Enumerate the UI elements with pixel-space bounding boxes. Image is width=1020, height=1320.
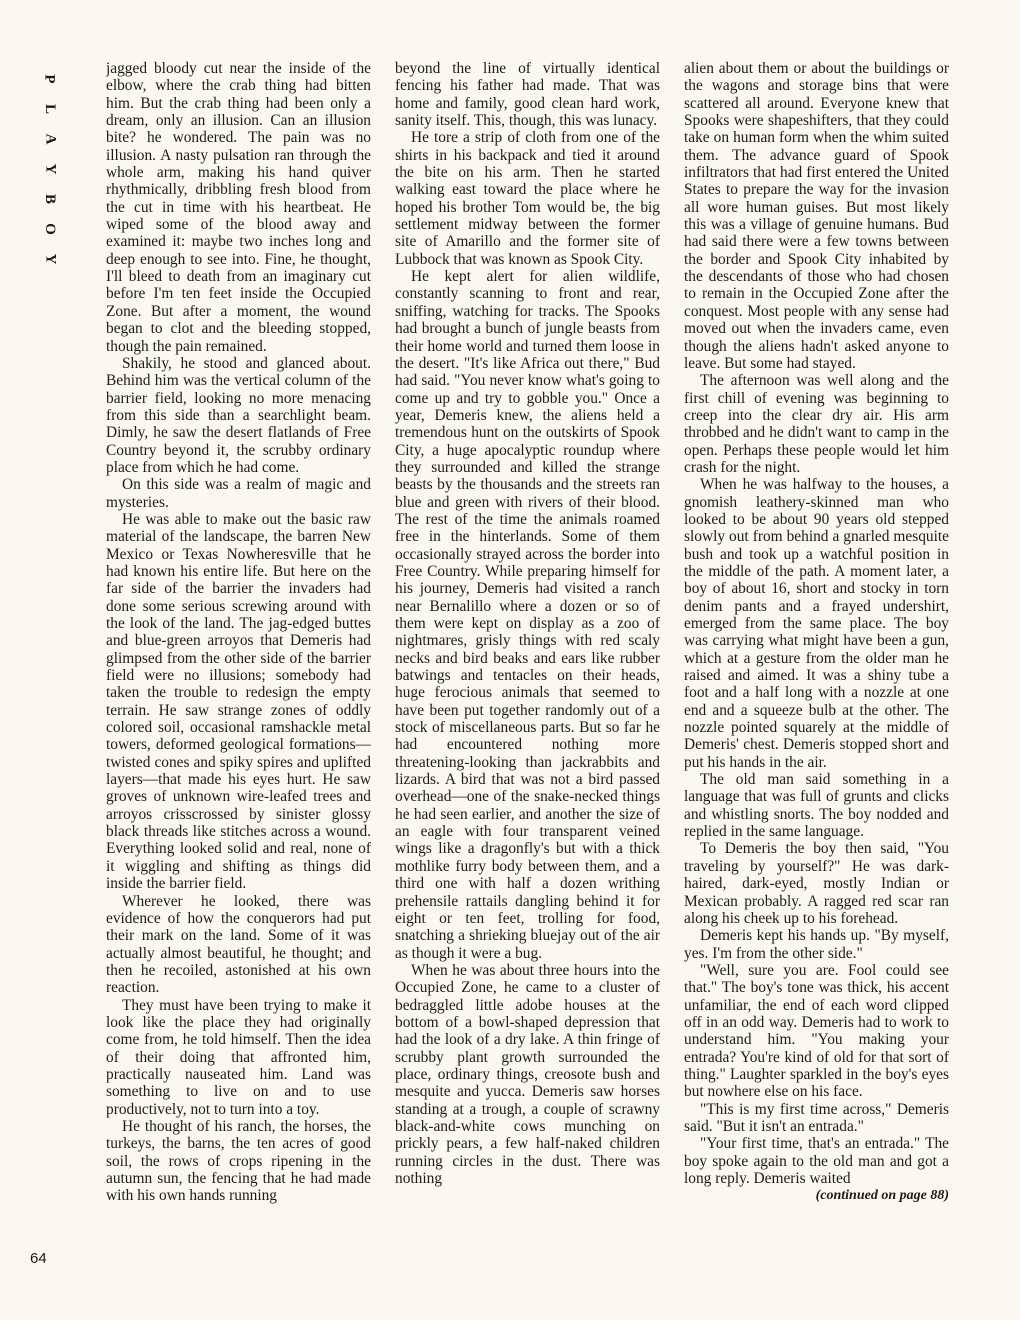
paragraph: jagged bloody cut near the inside of the elbow, where the crab thing had bitten him. But the crab thing had been only a dream, only an illusion. Can an illusion bite? he wondered. The pain was no illusion. A nasty pulsation ran through the whole arm, making his hand quiver rhythmically, dribbling fresh blood from the cut in time with his heartbeat. He wiped some of the blood away and examined it: maybe two inches long and deep enough to see into. Fine, he thought, I'll bleed to death from an imaginary cut before I'm ten feet inside the Occupied Zone. But after a moment, the wound began to clot and the bleeding stopped, though the pain remained.: [106, 60, 371, 355]
paragraph: "Your first time, that's an entrada." The boy spoke again to the old man and got a long reply. Demeris waited: [684, 1135, 949, 1187]
magazine-name-letter: Y: [42, 163, 58, 175]
page-number: 64: [30, 1250, 47, 1267]
paragraph: He kept alert for alien wildlife, constantly scanning to front and rear, sniffing, watching for tracks. The Spooks had brought a bunch of jungle beasts from their home world and turned them loose in the desert. "It's like Africa out there," Bud had said. "You never know what's going to come up and try to gobble you." Once a year, Demeris knew, the aliens held a tremendous hunt on the outskirts of Spook City, a huge apocalyptic roundup where they surrounded and killed the strange beasts by the thousands and the streets ran blue and green with rivers of their blood. The rest of the time the animals roamed free in the hinterlands. Some of them occasionally strayed across the border into Free Country. While preparing himself for his journey, Demeris had visited a ranch near Bernalillo where a dozen or so of them were kept on display as a zoo of nightmares, grisly things with red scaly necks and bird beaks and ears like rubber batwings and tentacles on their heads, huge ferocious animals that seemed to have been put together randomly out of a stock of miscellaneous parts. But so far he had encountered nothing more threatening-looking than jackrabbits and lizards. A bird that was not a bird passed overhead—one of the snake-necked things he had seen earlier, and another the size of an eagle with four transparent veined wings like a dragonfly's but with a thick mothlike furry body between them, and a third one with half a dozen writhing prehensile rattails dangling behind it for eight or ten feet, trolling for food, snatching a shrieking bluejay out of the air as though it were a bug.: [395, 268, 660, 962]
paragraph: He was able to make out the basic raw material of the landscape, the barren New Mexico or Texas Nowheresville that he had known his entire life. But here on the far side of the barrier the invaders had done some serious screwing around with the look of the land. The jag-edged buttes and blue-green arroyos that Demeris had glimpsed from the other side of the barrier field were no illusions; somebody had taken the trouble to redesign the empty terrain. He saw strange zones of oddly colored soil, occasional ramshackle metal towers, deformed geological formations—twisted cones and spiky spires and uplifted layers—that made his eyes hurt. He saw groves of unknown wire-leafed trees and arroyos crisscrossed by sinister glossy black threads like stitches across a wound. Everything looked solid and real, none of it wiggling and shifting as things did inside the barrier field.: [106, 510, 371, 893]
paragraph: The old man said something in a language that was full of grunts and clicks and whistling snorts. The boy nodded and replied in the same language.: [684, 771, 949, 841]
paragraph: "This is my first time across," Demeris said. "But it isn't an entrada.": [684, 1100, 949, 1135]
magazine-name-letter: A: [42, 133, 58, 145]
magazine-name-letter: Y: [42, 253, 58, 265]
paragraph: To Demeris the boy then said, "You traveling by yourself?" He was dark-haired, dark-eyed, mostly Indian or Mexican probably. A ragged red scar ran along his cheek up to his forehead.: [684, 840, 949, 927]
paragraph: beyond the line of virtually identical fencing his father had made. That was home and family, good clean hard work, sanity itself. This, though, this was lunacy.: [395, 60, 660, 130]
paragraph: On this side was a realm of magic and mysteries.: [106, 476, 371, 511]
magazine-name-letter: L: [41, 103, 58, 115]
paragraph: He thought of his ranch, the horses, the turkeys, the barns, the ten acres of good soil, the rows of crops ripening in the autumn sun, the fencing that he had made with his own hands running: [106, 1117, 371, 1205]
paragraph: Demeris kept his hands up. "By myself, yes. I'm from the other side.": [684, 927, 949, 962]
paragraph: They must have been trying to make it look like the place they had originally come from, he told himself. Then the idea of their doing that affronted him, practically nauseated him. Land was something to live on and to use productively, not to turn into a toy.: [106, 996, 371, 1118]
paragraph: "Well, sure you are. Fool could see that." The boy's tone was thick, his accent unfamiliar, the end of each word clipped off in an odd way. Demeris had to work to understand him. "You making your entrada? You're kind of old for that sort of thing." Laughter sparkled in the boy's eyes but nowhere else on his face.: [684, 961, 949, 1101]
magazine-name-letter: O: [41, 223, 58, 235]
magazine-name-letter: P: [41, 74, 58, 84]
paragraph: He tore a strip of cloth from one of the shirts in his backpack and tied it around the bite on his arm. Then he started walking east toward the place where he hoped his brother Tom would be, the big settlement midway between the former site of Amarillo and the former site of Lubbock that was known as Spook City.: [395, 129, 660, 268]
article-body: [106, 60, 950, 1275]
paragraph: alien about them or about the buildings or the wagons and storage bins that were scattered all around. Everyone knew that Spooks were shapeshifters, that they could take on human form when the whim suited them. The advance guard of Spook infiltrators that had first entered the United States to prepare the way for the invasion all wore human guises. But most likely this was a village of genuine humans. Bud had said there were a few towns between the border and Spook City inhabited by the descendants of those who had chosen to remain in the Occupied Zone after the conquest. Most people with any sense had moved out when the invaders came, even though the aliens hadn't asked anyone to leave. But some had stayed.: [684, 60, 949, 372]
paragraph: The afternoon was well along and the first chill of evening was beginning to creep into the clear dry air. His arm throbbed and he didn't want to camp in the open. Perhaps these people would let him crash for the night.: [684, 372, 949, 476]
paragraph: When he was halfway to the houses, a gnomish leathery-skinned man who looked to be about 90 years old stepped slowly out from behind a gnarled mesquite bush and took up a watchful position in the middle of the path. A moment later, a boy of about 16, short and stocky in torn denim pants and a frayed undershirt, emerged from the same place. The boy was carrying what might have been a gun, which at a gesture from the older man he raised and aimed. It was a shiny tube a foot and a half long with a nozzle at one end and a squeeze bulb at the other. The nozzle pointed squarely at the middle of Demeris' chest. Demeris stopped short and put his hands in the air.: [684, 476, 949, 771]
text-column-3: [684, 60, 949, 1275]
paragraph: Wherever he looked, there was evidence of how the conquerors had put their mark on the land. Some of it was actually almost beautiful, he thought; and then he recoiled, astonished at his own reaction.: [106, 892, 371, 997]
magazine-name-letter: B: [41, 193, 58, 205]
continued-jump-line: (continued on page 88): [815, 1188, 949, 1204]
text-column-1: [106, 60, 371, 1275]
magazine-name-vertical: [38, 64, 62, 274]
text-column-2: [395, 60, 660, 1275]
paragraph: When he was about three hours into the Occupied Zone, he came to a cluster of bedraggled little adobe houses at the bottom of a bowl-shaped depression that had the look of a dry lake. A thin fringe of scrubby plant growth surrounded the place, ordinary things, creosote bush and mesquite and yucca. Demeris saw horses standing at a trough, a couple of scrawny black-and-white cows munching on prickly pears, a few half-naked children running circles in the dust. There was nothing: [395, 961, 660, 1187]
paragraph: Shakily, he stood and glanced about. Behind him was the vertical column of the barrier field, looking no more menacing from this side than a searchlight beam. Dimly, he saw the desert flatlands of Free Country beyond it, the scrubby ordinary place from which he had come.: [106, 354, 371, 476]
